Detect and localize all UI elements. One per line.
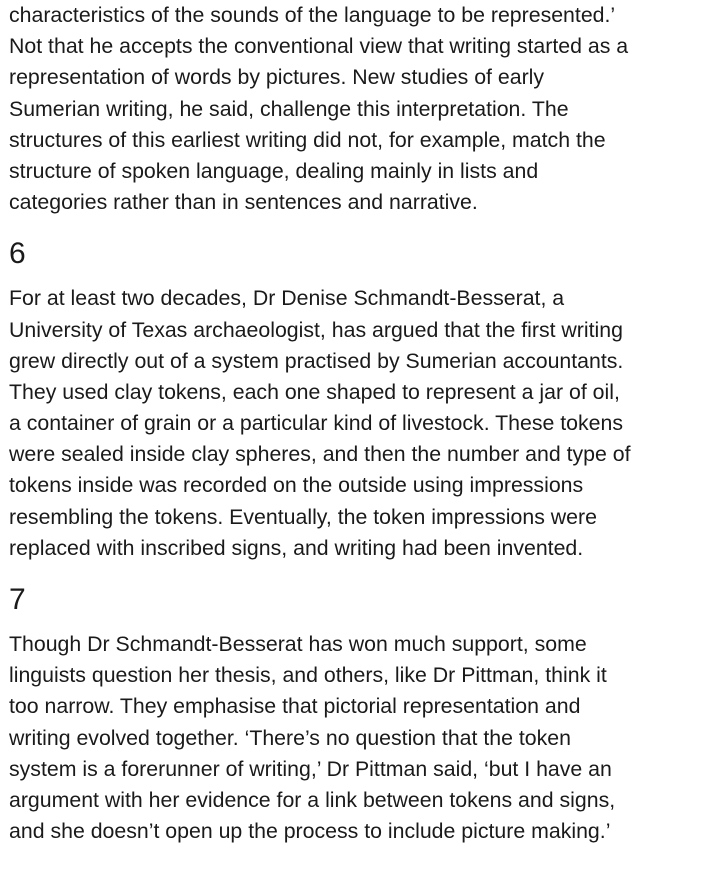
document-page [9,0,701,847]
text-line: For at least two decades, Dr Denise Schmandt-Besserat, a [9,286,565,311]
paragraph-6 [9,283,701,564]
text-line: tokens inside was recorded on the outside using impressions [9,473,584,498]
text-line: and she doesn’t open up the process to include picture making.’ [9,819,611,844]
text-line: Sumerian writing, he said, challenge this interpretation. The [9,96,569,121]
text-line: replaced with inscribed signs, and writing had been invented. [9,535,584,560]
text-line: linguists question her thesis, and others, like Dr Pittman, think it [9,663,607,688]
text-line: grew directly out of a system practised by Sumerian accountants. [9,348,624,373]
paragraph-5-tail [9,0,701,218]
paragraph-7 [9,629,701,847]
text-line: characteristics of the sounds of the language to be represented.’ [9,3,616,27]
text-line: categories rather than in sentences and narrative. [9,190,478,215]
text-line: system is a forerunner of writing,’ Dr Pittman said, ‘but I have an [9,756,612,781]
text-line: structure of spoken language, dealing mainly in lists and [9,158,539,183]
text-line: argument with her evidence for a link between tokens and signs, [9,787,616,812]
text-line: structures of this earliest writing did not, for example, match the [9,127,606,152]
section-number-7: 7 [9,583,26,616]
text-line: Not that he accepts the conventional view that writing started as a [9,34,629,59]
text-line: writing evolved together. ‘There’s no question that the token [9,725,571,750]
text-line: representation of words by pictures. New studies of early [9,65,545,90]
text-line: were sealed inside clay spheres, and then the number and type of [9,442,631,467]
text-line: a container of grain or a particular kind of livestock. These tokens [9,411,623,436]
text-line: University of Texas archaeologist, has argued that the first writing [9,317,623,342]
text-line: They used clay tokens, each one shaped to represent a jar of oil, [9,379,620,404]
text-line: Though Dr Schmandt-Besserat has won much support, some [9,632,587,656]
text-line: too narrow. They emphasise that pictorial representation and [9,694,581,719]
section-number-6: 6 [9,237,26,271]
text-line: resembling the tokens. Eventually, the token impressions were [9,504,597,529]
